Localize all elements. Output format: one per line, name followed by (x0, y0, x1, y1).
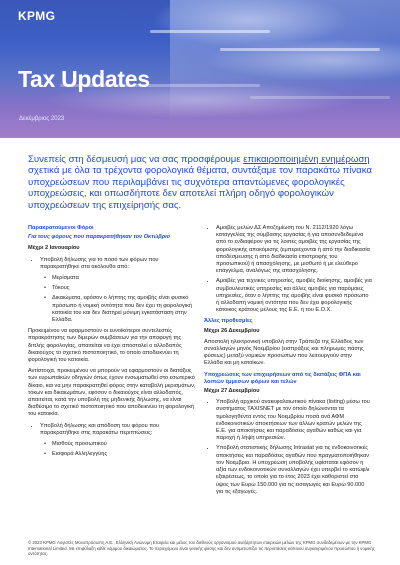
section-heading-withholding: Παρακρατούμενοι Φόροι (28, 225, 94, 231)
issue-date: Δεκέμβριος 2023 (19, 116, 65, 122)
bullet-list (204, 399, 372, 496)
page-title: Tax Updates (18, 66, 150, 92)
list-item: • Δικαιώματα, εφόσον ο λήπτης της αμοιβής είναι φυσικό πρόσωπο ή νομική οντότητα που δεν έχει τη φορολογική κατοικία του και δεν διατηρεί μόνιμη εγκατάσταση στην Ελλάδα. (52, 295, 196, 324)
bullet-list (204, 225, 372, 314)
footer-legal: © 2023 KPMG Λογιστές Μονοπρόσωπη Α.Ε., Ελληνική Ανώνυμη Εταιρεία και μέλος του διεθνούς οργανισμού ανεξάρτητων εταιρειών μελών της KPMG συνδεδεμένων με την KPMG International Limited. Με επιφύλαξη κάθε νόμιμου δικαιώματος. Το περιεχόμενο είναι γενικής φύσης και δεν αντιμετωπίζει τις περιστάσεις κάποιου συγκεκριμένου προσώπου ή νομικής οντότητας. (28, 540, 375, 557)
body-paragraph: Αποστολή ηλεκτρονική υποβολή στην Τράπεζα της Ελλάδος των συναλλαγών μηνός Νοεμβρίου (εισπράξεις και πληρωμές πάσης φύσεως) μεταξύ νομικών προσώπων που λειτουργούν στην Ελλάδα και μη κατοίκων. (204, 338, 364, 367)
wave-highlight (250, 96, 390, 99)
list-item: • Μισθούς προσωπικού (52, 441, 196, 448)
list-item: • Αμοιβές για τεχνικές υπηρεσίες, αμοιβές διοίκησης, αμοιβές για συμβουλευτικές υπηρεσίες και άλλες αμοιβές για παρόμοιες υπηρεσίες, όταν ο λήπτης της αμοιβής είναι φυσικό πρόσωπο ή αλλοδαπή νομική οντότητα που δεν έχει φορολογικής κάτοικος κράτους μέλους της Ε.Ε. ή του Ε.Ο.Χ. (216, 278, 372, 314)
section-subheading: Για τους φόρους που παρακρατήθηκαν τον Οκτώβριο (28, 234, 171, 241)
wave-highlight (220, 48, 380, 51)
intro-paragraph (28, 154, 376, 211)
list-item: • Υποβολή δήλωσης και απόδοση του φόρου που παρακρατήθηκε στις παρακάτω περιπτώσεις: (40, 423, 196, 437)
intro-link[interactable]: επικαιροποιημένη ενημέρωση (243, 154, 370, 165)
list-item: • Εισφορά Αλληλεγγύης (52, 451, 196, 458)
body-paragraph: Προκειμένου να εφαρμοστούν οι ευνοϊκότεροι συντελεστές παρακράτησης των διμερών συμβάσεων για την αποφυγή της διπλής φορολογίας, απαιτείται να έχει αποσταλεί ο αλλοδαπός δικαιούχος το σχετικό πιστοποιητικό, το οποίο αποδεικνύει τη φορολογική του κατοικία. (28, 328, 182, 364)
intro-text-after: σχετικά με όλα τα τρέχοντα φορολογικά θέματα, συντάξαμε τον παρακάτω πίνακα υποχρεώσεων που περιλαμβάνει τις συχνότερα απαντώμενες φορολογικές υποχρεώσεις, και οπωσδήποτε δεν αποτελεί πλήρη οδηγό φορολογικών υποχρεώσεων της επιχείρησής σας. (28, 165, 372, 211)
list-item: • Τόκους (52, 285, 196, 292)
right-column (204, 225, 372, 500)
left-column (28, 225, 196, 462)
section-heading-other-deadlines: Άλλες προθεσμίες (204, 318, 253, 325)
list-item: • Υποβολή στατιστικής δήλωσης Intrastat για τις ενδοκοινοτικές αποκτήσεις και παραδόσεις αγαθών που πραγματοποιήθηκαν τον Νοέμβριο. Η υποχρέωση υποβολής υφίσταται εφόσον η αξία των ενδοκοινοτικών συναλλαγών έχει υπερβεί το κατώφλι εξαιρέσεως, το οποίο για το έτος 2023 έχει καθοριστεί στο ύψος των Ευρώ 150.000 για τις εισαγωγές και Ευρώ 90.000 για τις εξαγωγές. (216, 445, 372, 495)
deadline-label: Μέχρι 26 Δεκεμβρίου (204, 327, 260, 334)
hero-sky (170, 0, 400, 138)
body-paragraph: Αντίστοιχα, προκειμένου να μπορούν να εφαρμοστούν οι διατάξεις των ευρωπαϊκών οδηγιών όπως έχουν ενσωματωθεί στο εσωτερικό δίκαιο, και να μην παρακρατηθεί φόρος στην καταβολή μερισμάτων, τόκων και δικαιωμάτων, εφόσον ο δικαιούχος είναι αλλοδαπός, απαιτείται, κατά την υποβολή της μηδενικής δήλωσης, να είναι διαθέσιμο το σχετικό πιστοποιητικό που αποδεικνύει τη φορολογική του κατοικία. (28, 368, 196, 418)
list-item: • Μερίσματα (52, 275, 196, 282)
bullet-list (28, 423, 196, 437)
sub-bullet-list (28, 441, 196, 458)
bullet-list (28, 257, 196, 271)
section-heading-vat: Υποχρεώσεις των επιχειρήσεων από τις διατάξεις ΦΠΑ και λοιπών έμμεσων φόρων και τελών (204, 371, 361, 385)
list-item: • Υποβολή δήλωσης για το ποσό των φόρων που παρακρατήθηκε στα ακόλουθα από: (40, 257, 196, 271)
intro-text-before: Συνεπείς στη δέσμευσή μας να σας προσφέρουμε (28, 154, 244, 165)
kpmg-logo: KPMG (18, 9, 56, 23)
deadline-label: Μέχρι 2 Ιανουαρίου (28, 245, 80, 252)
list-item: • Αμοιβές μελών ΔΣ Αποζημίωση του Ν. 2112/1920 λόγω καταγγελίας της σύμβασης εργασίας ή για αποσυνδεδεμένα από το ενδιαφέρον για τις λοιπές αμοιβές της εργασίας της φορολογικής αποκόμισης (εμπεριέχονται ή από την διαδικασία αποδέσμευσης ή από διαδικασία επιστροφής του προσωπικού) ή απασχόλησης, με μισθωτό ή με ελεύθερο επάγγελμα, αναλόγως της απασχόλησης. (216, 225, 372, 275)
list-item: • Υποβολή αρχικού ανακεφαλαιωτικού πίνακα (listing) μέσω του συστήματος TAXISNET με τον οποίο δηλώνονται τα τιμολογηθέντα εντός του Νοεμβρίου ποσά ανά ΑΦΜ ενδοκοινοτικών αποκτήσεων των άλλων κρατών μελών της Ε.Ε. για αποκτήσεις και παραδόσεις αγαθών καθώς και για παροχή ή λήψη υπηρεσιών. (216, 399, 372, 442)
wave-highlight (150, 30, 270, 33)
sub-bullet-list (28, 275, 196, 324)
deadline-label: Μέχρι 27 Δεκεμβρίου (204, 388, 260, 395)
hero-banner (0, 0, 400, 138)
